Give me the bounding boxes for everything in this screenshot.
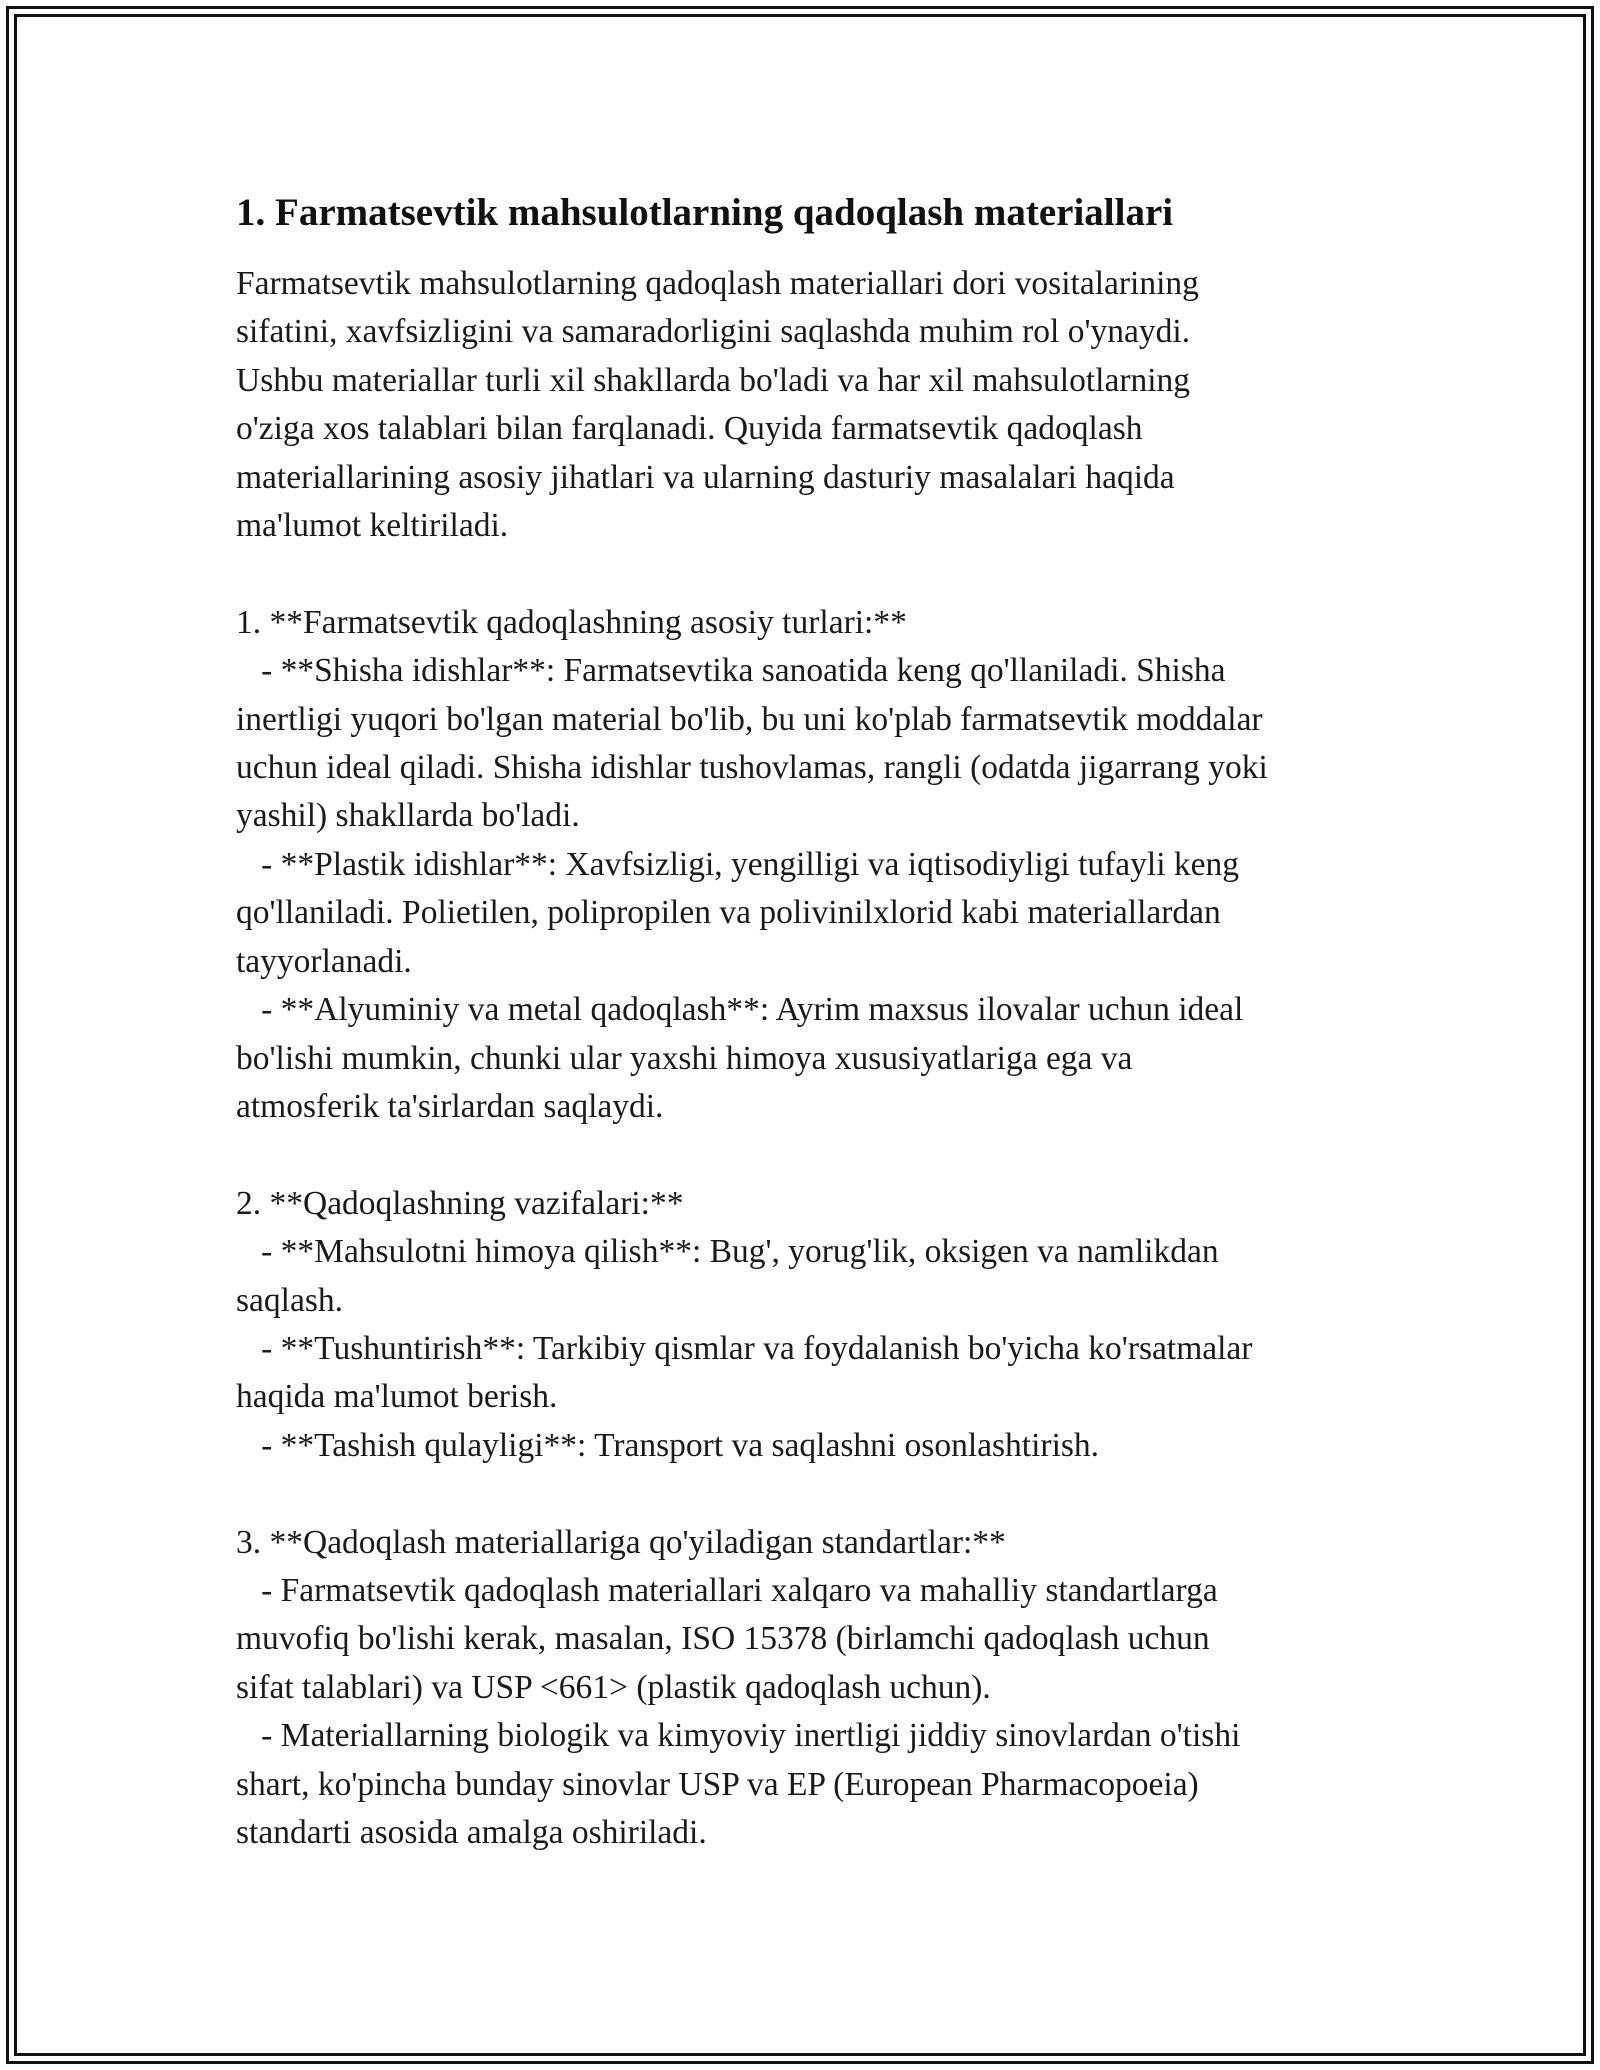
section-body: Farmatsevtik mahsulotlarning qadoqlash materiallari dori vositalarining sifatini, xavfsizligini va samaradorligini saqlashda muhim rol o'ynaydi. Ushbu materiallar turli xil shakllarda bo'ladi va har xil mahsulotlarning o'ziga xos talablari bilan farqlanadi. Quyida farmatsevtik qadoqlash materiallarining asosiy jihatlari va ularning dasturiy masalalari haqida ma'lumot keltiriladi. 1. **Farmatsevtik qadoqlashning asosiy turlari:** - **Shisha idishlar**: Farmatsevtika sanoatida keng qo'llaniladi. Shisha inertligi yuqori bo'lgan material bo'lib, bu uni ko'plab farmatsevtik moddalar uchun ideal qiladi. Shisha idishlar tushovlamas, rangli (odatda jigarrang yoki yashil) shakllarda bo'ladi. - **Plastik idishlar**: Xavfsizligi, yengilligi va iqtisodiyligi tufayli keng qo'llaniladi. Polietilen, polipropilen va polivinilxlorid kabi materiallardan tayyorlanadi. - **Alyuminiy va metal qadoqlash**: Ayrim maxsus ilovalar uchun ideal bo'lishi mumkin, chunki ular yaxshi himoya xususiyatlariga ega va atmosferik ta'sirlardan saqlaydi. 2. **Qadoqlashning vazifalari:** - **Mahsulotni himoya qilish**: Bug', yorug'lik, oksigen va namlikdan saqlash. - **Tushuntirish**: Tarkibiy qismlar va foydalanish bo'yicha ko'rsatmalar haqida ma'lumot berish. - **Tashish qulayligi**: Transport va saqlashni osonlashtirish. 3. **Qadoqlash materiallariga qo'yiladigan standartlar:** - Farmatsevtik qadoqlash materiallari xalqaro va mahalliy standartlarga muvofiq bo'lishi kerak, masalan, ISO 15378 (birlamchi qadoqlash uchun sifat talablari) va USP <661> (plastik qadoqlash uchun). - Materiallarning biologik va kimyoviy inertligi jiddiy sinovlardan o'tishi shart, ko'pincha bunday sinovlar USP va EP (European Pharmacopoeia) standarti asosida amalga oshiriladi.: [236, 265, 1268, 1851]
document-content: [236, 188, 1376, 1857]
section-heading: 1. Farmatsevtik mahsulotlarning qadoqlash materiallari: [236, 191, 1174, 234]
